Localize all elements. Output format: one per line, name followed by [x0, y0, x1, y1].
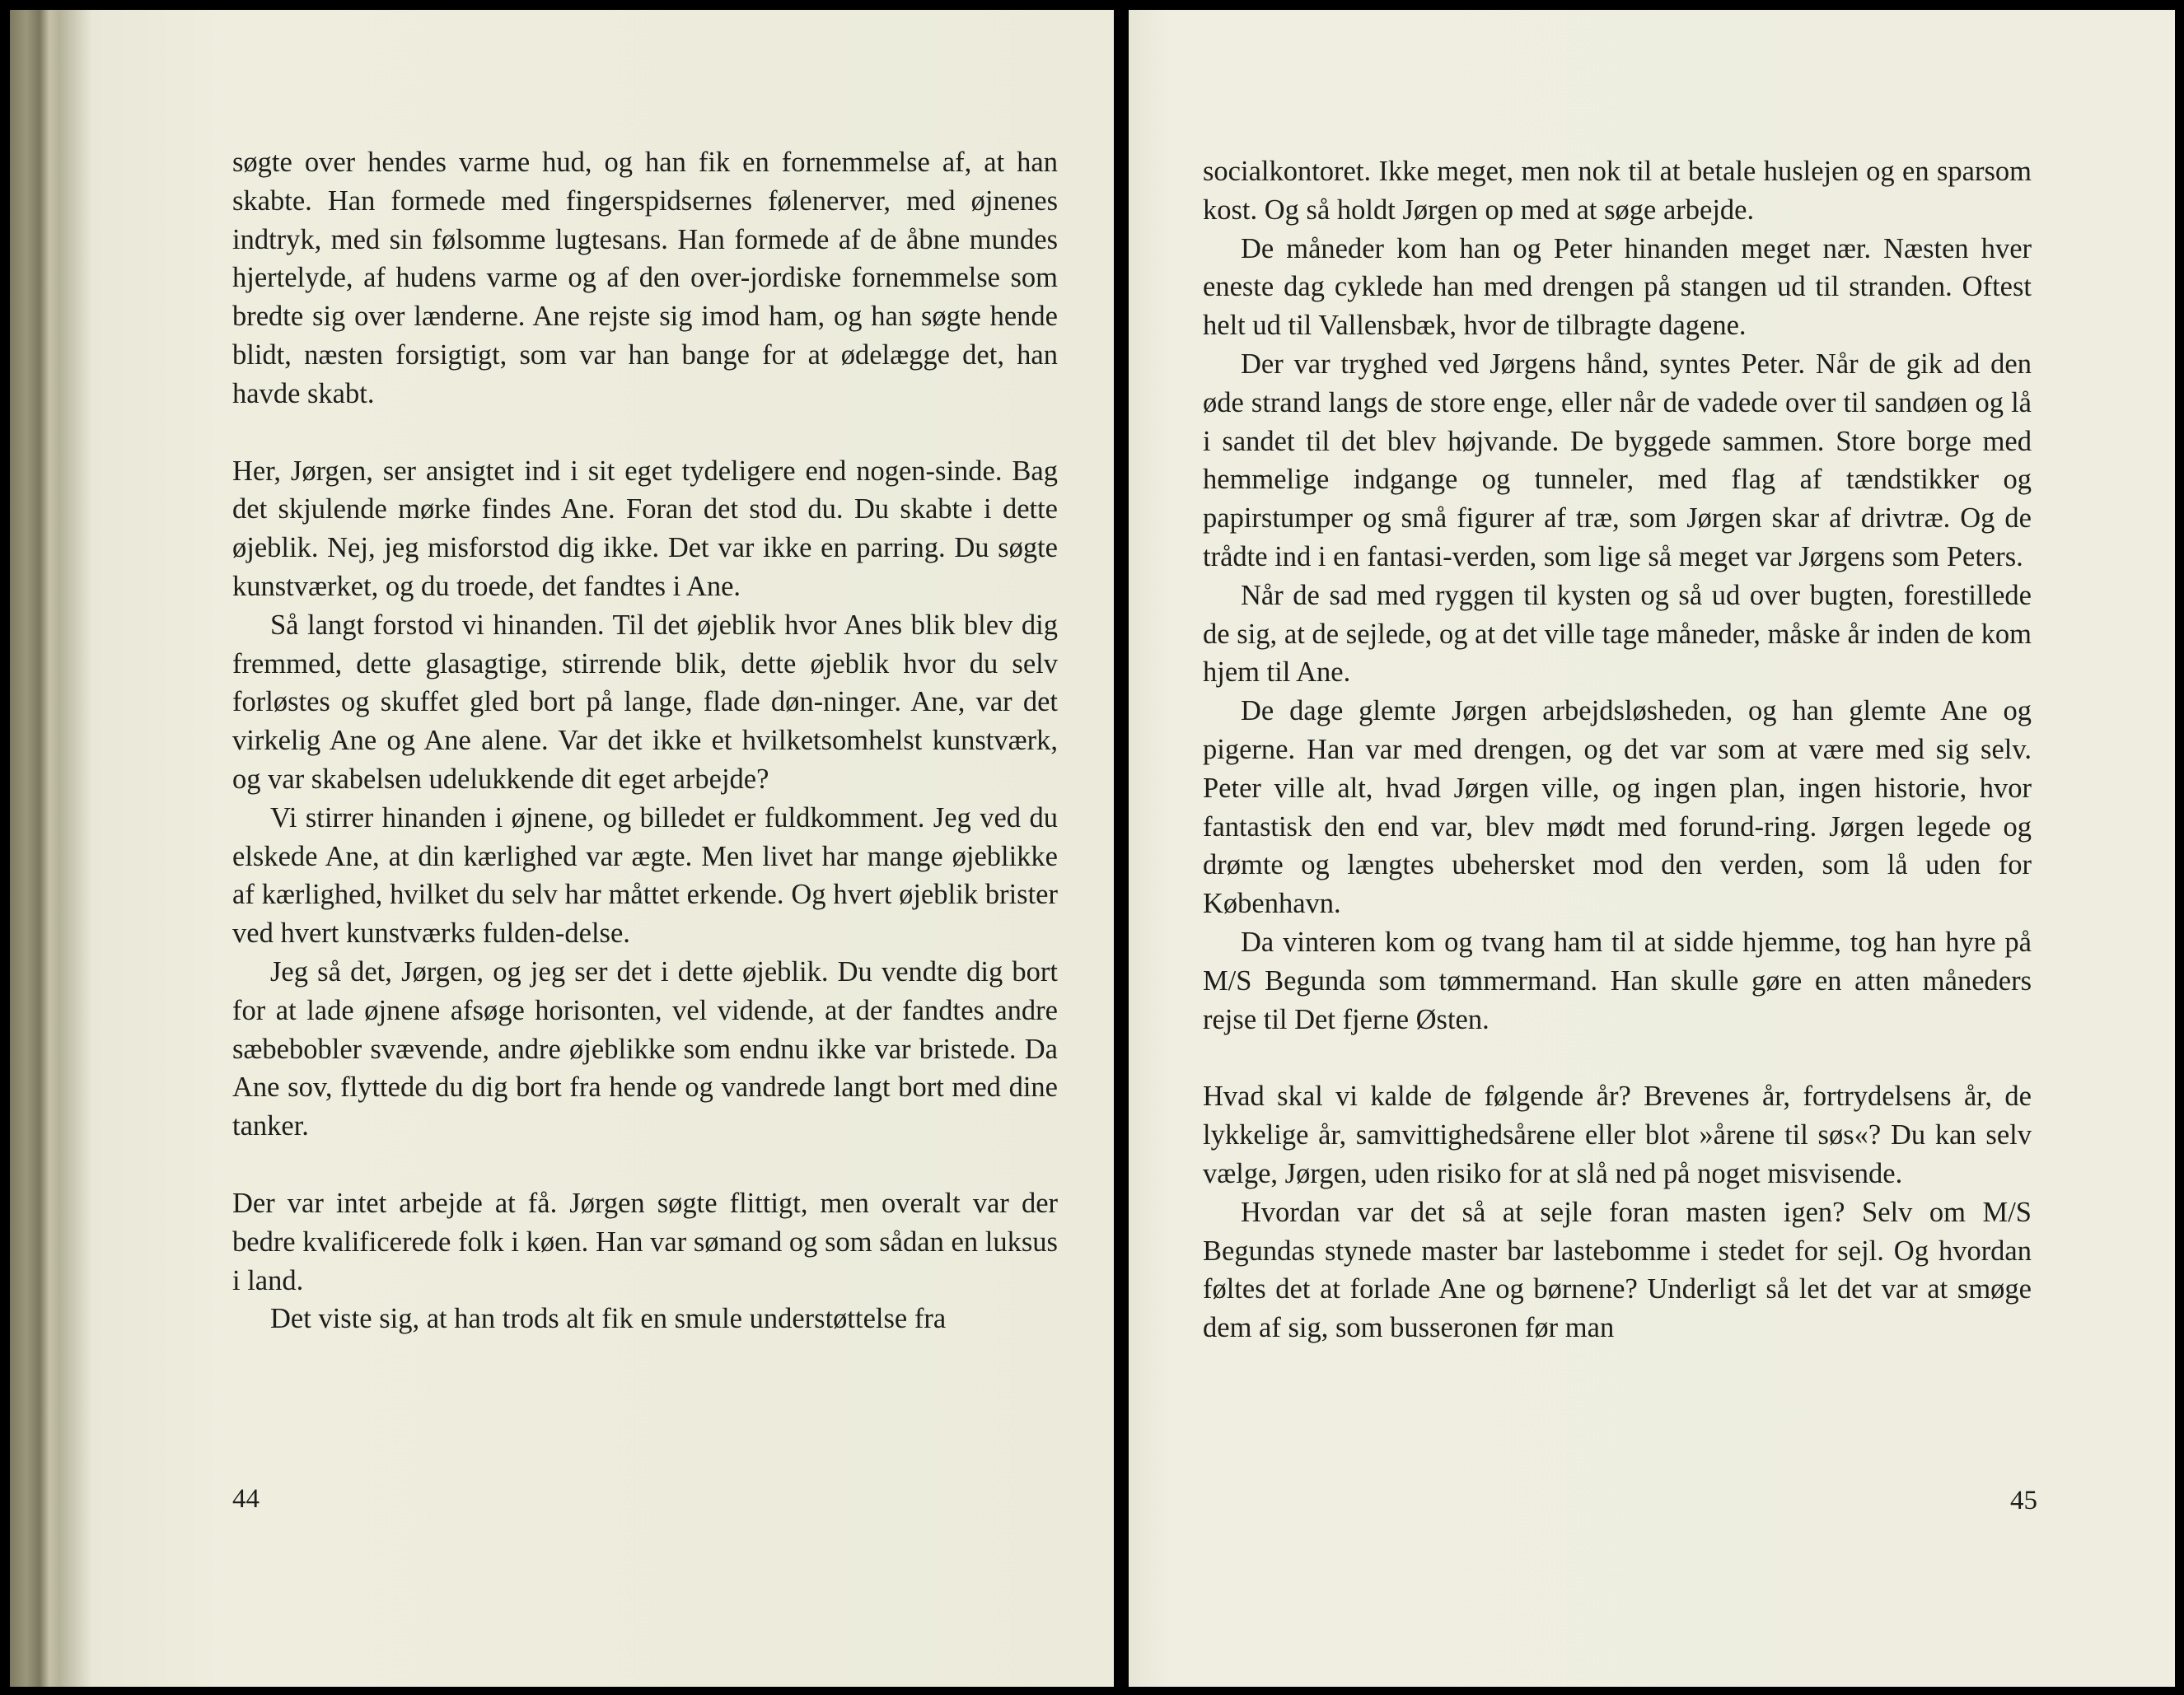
right-page-text: [1203, 152, 2032, 1347]
paragraph: Så langt forstod vi hinanden. Til det øjeblik hvor Anes blik blev dig fremmed, dette glasagtige, stirrende blik, dette øjeblik hvor du selv forløstes og skuffet gled bort på lange, flade døn-ninger. Ane, var det virkelig Ane og Ane alene. Var det ikke et hvilketsomhelst kunstværk, og var skabelsen udelukkende dit eget arbejde?: [232, 609, 1058, 795]
paragraph: søgte over hendes varme hud, og han fik en fornemmelse af, at han skabte. Han formede med fingerspidsernes følenerver, med øjnenes indtryk, med sin følsomme lugtesans. Han formede af de åbne mundes hjertelyde, af hudens varme og af den over-jordiske fornemmelse som bredte sig over lænderne. Ane rejste sig imod ham, og han søgte hende blidt, næsten forsigtigt, som var han bange for at ødelægge det, han havde skabt.: [232, 147, 1058, 409]
paragraph: Da vinteren kom og tvang ham til at sidde hjemme, tog han hyre på M/S Begunda som tømmermand. Han skulle gøre en atten måneders rejse til Det fjerne Østen.: [1203, 926, 2032, 1035]
paragraph: Jeg så det, Jørgen, og jeg ser det i dette øjeblik. Du vendte dig bort for at lade øjnene afsøge horisonten, vel vidende, at der fandtes andre sæbebobler svævende, andre øjeblikke som endnu ikke var bristede. Da Ane sov, flyttede du dig bort fra hende og vandrede langt bort med dine tanker.: [232, 955, 1058, 1142]
paragraph: Her, Jørgen, ser ansigtet ind i sit eget tydeligere end nogen-sinde. Bag det skjulende mørke findes Ane. Foran det stod du. Du skabte i dette øjeblik. Nej, jeg misforstod dig ikke. Det var ikke en parring. Du søgte kunstværket, og du troede, det fandtes i Ane.: [232, 455, 1058, 602]
paragraph: De måneder kom han og Peter hinanden meget nær. Næsten hver eneste dag cyklede han med drengen på stangen ud til stranden. Oftest helt ud til Vallensbæk, hvor de tilbragte dagene.: [1203, 232, 2032, 342]
paragraph: Der var tryghed ved Jørgens hånd, syntes Peter. Når de gik ad den øde strand langs de store enge, eller når de vadede over til sandøen og lå i sandet til det blev højvande. De byggede sammen. Store borge med hemmelige indgange og tunneler, med flag af tændstikker og papirstumper og små figurer af træ, som Jørgen skar af drivtræ. Og de trådte ind i en fantasi-verden, som lige så meget var Jørgens som Peters.: [1203, 348, 2032, 572]
paragraph: Det viste sig, at han trods alt fik en smule understøttelse fra: [270, 1303, 947, 1335]
paragraph: socialkontoret. Ikke meget, men nok til at betale huslejen og en sparsom kost. Og så holdt Jørgen op med at søge arbejde.: [1203, 156, 2032, 226]
paragraph: Vi stirrer hinanden i øjnene, og billedet er fuldkomment. Jeg ved du elskede Ane, at din kærlighed var ægte. Men livet har mange øjeblikke af kærlighed, hvilket du selv har måttet erkende. Og hvert øjeblik brister ved hvert kunstværks fulden-delse.: [232, 801, 1058, 950]
paragraph: De dage glemte Jørgen arbejdsløsheden, og han glemte Ane og pigerne. Han var med drengen, og det var som at være med sig selv. Peter ville alt, hvad Jørgen ville, og ingen plan, ingen historie, hvor fantastisk den end var, blev mødt med forund-ring. Jørgen legede og drømte og længtes ubehersket mod den verden, som lå uden for København.: [1203, 695, 2032, 920]
paragraph: Hvad skal vi kalde de følgende år? Brevenes år, fortrydelsens år, de lykkelige år, samvittighedsårene eller blot »årene til søs«? Du kan selv vælge, Jørgen, uden risiko for at slå ned på noget misvisende.: [1203, 1081, 2032, 1189]
left-page-text: [232, 143, 1058, 1338]
left-page: [10, 10, 1114, 1687]
right-page: [1129, 10, 2175, 1687]
paragraph: Hvordan var det så at sejle foran masten igen? Selv om M/S Begundas stynede master bar lastebomme i stedet for sejl. Og hvordan føltes det at forlade Ane og børnene? Underligt så let det var at smøge dem af sig, som busseronen før man: [1203, 1196, 2032, 1344]
paragraph: Når de sad med ryggen til kysten og så ud over bugten, forestillede de sig, at de sejlede, og at det ville tage måneder, måske år inden de kom hjem til Ane.: [1203, 579, 2032, 689]
page-number: 45: [2010, 1486, 2037, 1515]
paragraph: Der var intet arbejde at få. Jørgen søgte flittigt, men overalt var der bedre kvalificerede folk i køen. Han var sømand og som sådan en luksus i land.: [232, 1187, 1058, 1296]
page-number: 44: [232, 1484, 260, 1514]
